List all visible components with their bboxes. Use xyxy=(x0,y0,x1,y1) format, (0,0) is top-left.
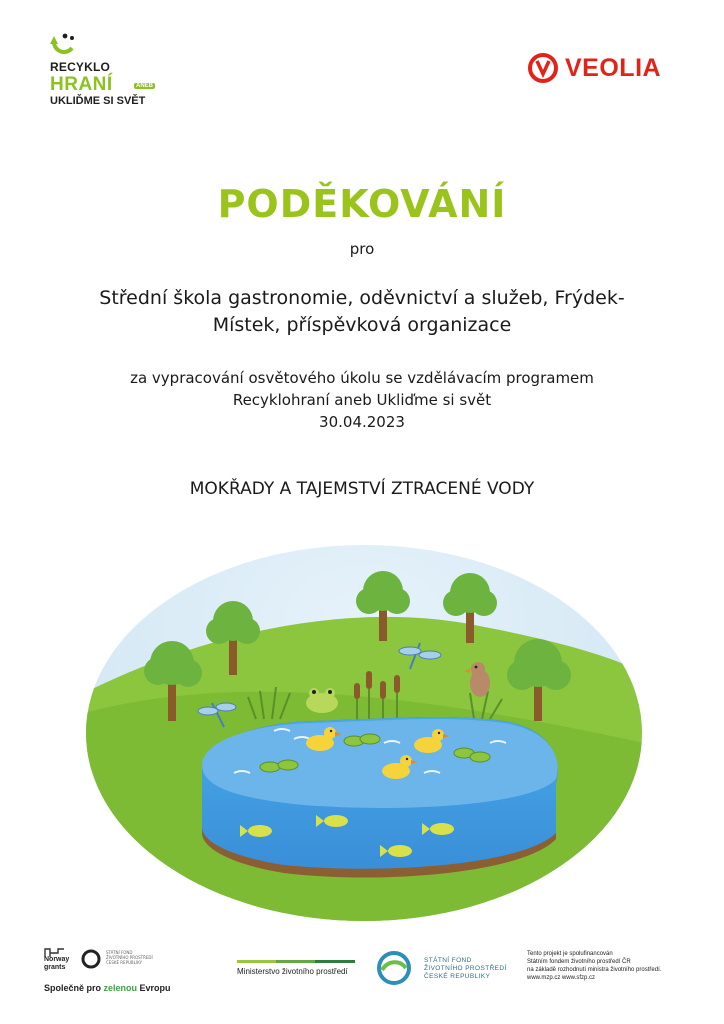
slogan-green: zelenou xyxy=(103,983,138,993)
project-line1: Tento projekt je spolufinancován xyxy=(527,951,613,957)
logo-line1: RECYKLO xyxy=(50,60,111,74)
school-line2: Místek, příspěvková organizace xyxy=(212,314,512,336)
slogan-post: Evropu xyxy=(137,983,171,993)
veolia-swirl-icon xyxy=(527,52,563,88)
recycle-arrow-icon xyxy=(48,30,88,60)
logo-line2: HRANÍ xyxy=(50,74,113,95)
recyklohrani-logo xyxy=(48,30,158,110)
sfzp-small-logo xyxy=(80,948,102,970)
date: 30.04.2023 xyxy=(319,413,405,431)
sfzp-globe-icon xyxy=(376,950,412,986)
sfzp-line3: ČESKÉ REPUBLIKY xyxy=(424,973,491,980)
norway-line2: grants xyxy=(44,964,66,971)
sfzp-small-line: STÁTNÍ FOND xyxy=(106,950,133,955)
veolia-logo xyxy=(527,50,677,90)
sfzp-small-line: ČESKÉ REPUBLIKY xyxy=(106,960,143,965)
project-line3: na základě rozhodnutí ministra životního prostředí. xyxy=(527,967,662,973)
sfzp-text xyxy=(424,957,507,981)
sfzp-small-text xyxy=(106,950,176,965)
pro-label: pro xyxy=(349,240,375,258)
sfzp-small-line: ŽIVOTNÍHO PROSTŘEDÍ xyxy=(106,955,153,960)
project-funding-text xyxy=(527,950,707,982)
sfzp-ring-icon xyxy=(80,948,102,970)
norway-line1: Norway xyxy=(44,956,70,963)
veolia-name: VEOLIA xyxy=(565,54,662,82)
mzp-logo-text: Ministerstvo životního prostředí xyxy=(237,967,348,976)
school-line1: Střední škola gastronomie, oděvnictví a služeb, Frýdek- xyxy=(99,287,625,309)
norway-grants-logo xyxy=(44,944,70,956)
spolecne-slogan xyxy=(44,983,171,993)
logo-line3: UKLIĎME SI SVĚT xyxy=(50,95,146,107)
logo-aneb: ANEB xyxy=(136,83,154,89)
slogan-pre: Společně pro xyxy=(44,983,104,993)
wetland-illustration xyxy=(84,543,644,923)
desc-line2: Recyklohraní aneb Ukliďme si svět xyxy=(232,391,492,409)
sfzp-logo xyxy=(376,950,412,986)
norway-grants-text xyxy=(44,956,69,972)
desc-line1: za vypracování osvětového úkolu se vzdělávacím programem xyxy=(130,369,594,387)
sfzp-line2: ŽIVOTNÍHO PROSTŘEDÍ xyxy=(424,965,507,972)
certificate-title: PODĚKOVÁNÍ xyxy=(217,182,507,226)
topic-title: MOKŘADY A TAJEMSTVÍ ZTRACENÉ VODY xyxy=(189,479,535,499)
mzp-color-bar xyxy=(237,960,355,963)
project-line4: www.mzp.cz www.sfzp.cz xyxy=(527,975,596,981)
school-name xyxy=(80,285,644,339)
project-line2: Státním fondem životního prostředí ČR xyxy=(527,959,631,965)
sfzp-line1: STÁTNÍ FOND xyxy=(424,957,472,964)
description xyxy=(0,367,724,433)
